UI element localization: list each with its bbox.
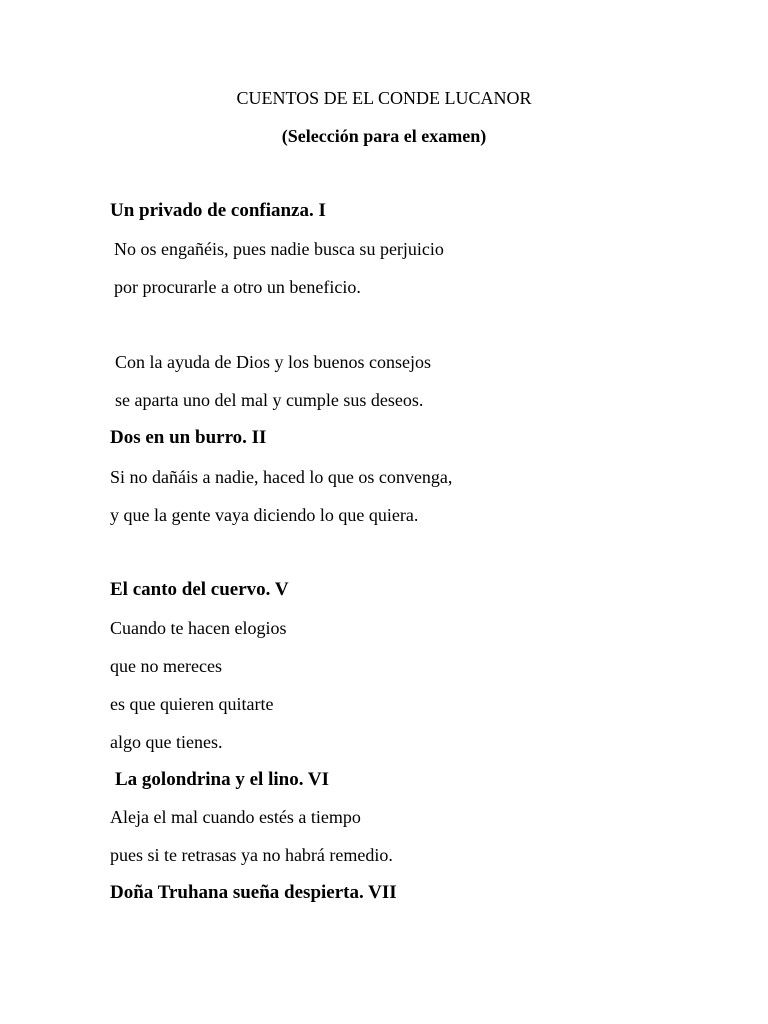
section-heading: Un privado de confianza. I [110,200,326,221]
verse-line: se aparta uno del mal y cumple sus deseos. [115,390,424,410]
verse-line: pues si te retrasas ya no habrá remedio. [110,845,393,865]
section-heading: Doña Truhana sueña despierta. VII [110,882,397,903]
verse-line: Cuando te hacen elogios [110,618,287,638]
document-subtitle: (Selección para el examen) [281,126,487,146]
document-title: CUENTOS DE EL CONDE LUCANOR [236,88,532,108]
verse-line: Si no dañáis a nadie, haced lo que os convenga, [110,467,453,487]
verse-line: Aleja el mal cuando estés a tiempo [110,807,361,827]
verse-line: No os engañéis, pues nadie busca su perjuicio [114,239,444,259]
section-heading: La golondrina y el lino. VI [115,769,329,790]
verse-line: algo que tienes. [110,732,223,752]
section-heading: El canto del cuervo. V [110,579,289,600]
verse-line: y que la gente vaya diciendo lo que quiera. [110,505,419,525]
verse-line: es que quieren quitarte [110,694,274,714]
verse-line: por procurarle a otro un beneficio. [114,277,361,297]
verse-line: que no mereces [110,656,222,676]
verse-line: Con la ayuda de Dios y los buenos consejos [115,352,431,372]
section-heading: Dos en un burro. II [110,427,267,448]
